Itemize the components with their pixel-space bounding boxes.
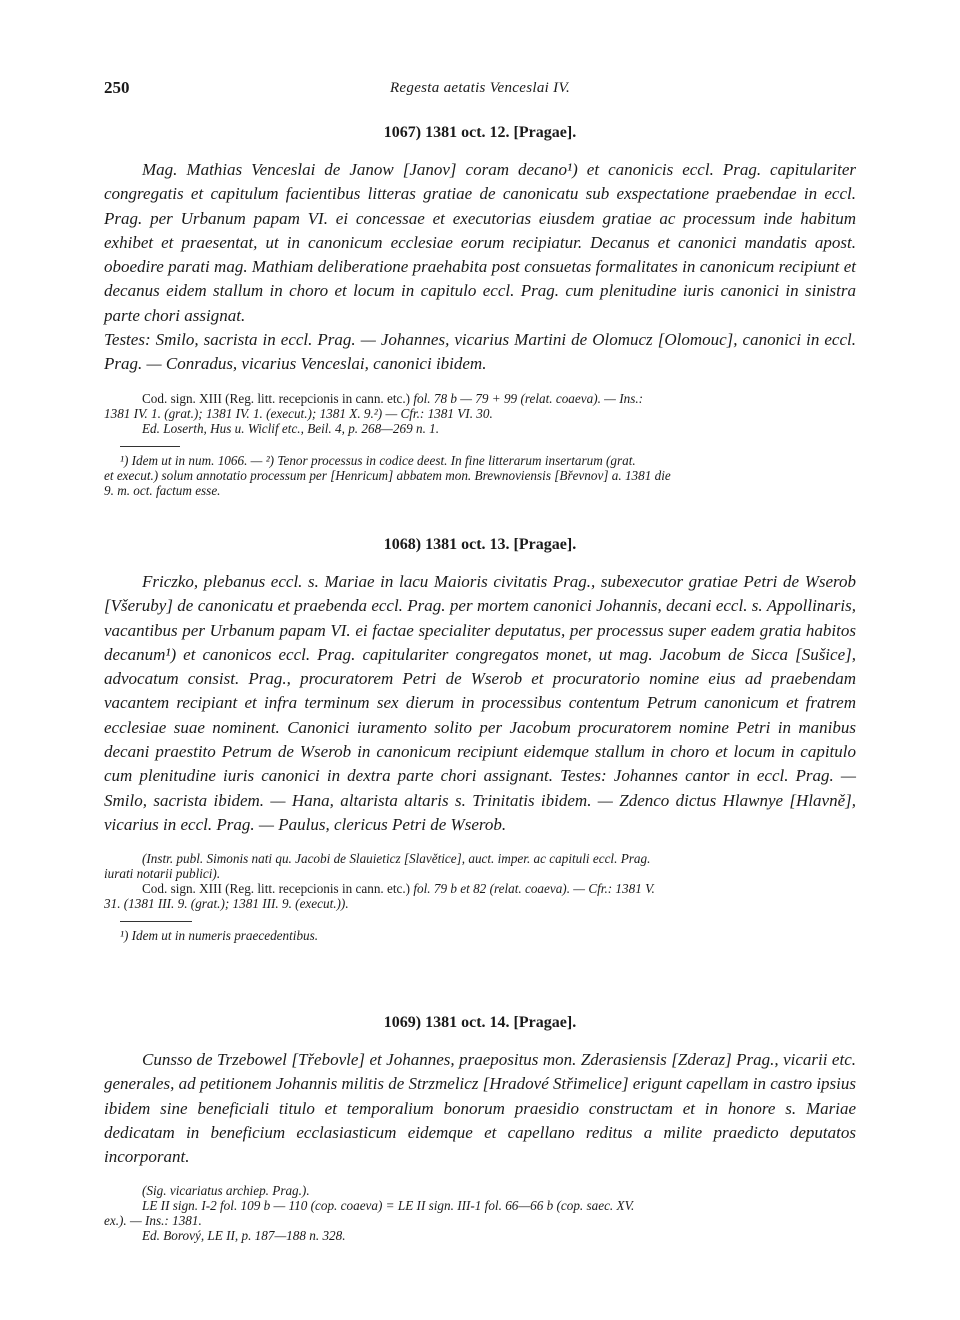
source-line: Cod. sign. XIII (Reg. litt. recepcionis in cann. etc.) fol. 78 b — 79 + 99 (relat. coaeva). — Ins.: <box>142 390 644 406</box>
witness-list: Testes: Smilo, sacrista in eccl. Prag. — Johannes, vicarius Martini de Olomucz [Olomouc], canonici in eccl. Prag. — Conradus, vicarius Venceslai, canonici ibidem. <box>104 330 856 374</box>
source-line: Ed. Borový, LE II, p. 187—188 n. 328. <box>142 1228 346 1244</box>
entry-body <box>104 158 856 377</box>
footnote-line: 9. m. oct. factum esse. <box>104 482 221 498</box>
footnote-rule <box>120 446 180 447</box>
footnote-rule <box>120 921 192 922</box>
entry-heading: 1068) 1381 oct. 13. [Pragae]. <box>383 536 577 553</box>
page-number: 250 <box>104 78 130 97</box>
entry-heading: 1069) 1381 oct. 14. [Pragae]. <box>383 1014 577 1031</box>
footnotes <box>104 453 856 498</box>
entry-heading: 1067) 1381 oct. 12. [Pragae]. <box>383 124 577 141</box>
source-notes <box>104 1183 856 1243</box>
entry-1068 <box>104 536 856 943</box>
source-line: iurati notarii publici). <box>104 866 221 882</box>
source-line: Ed. Loserth, Hus u. Wiclif etc., Beil. 4, p. 268—269 n. 1. <box>142 420 440 436</box>
footnote-line: ¹) Idem ut in numeris praecedentibus. <box>120 928 319 944</box>
running-title: Regesta aetatis Venceslai IV. <box>389 80 571 96</box>
source-line: Cod. sign. XIII (Reg. litt. recepcionis in cann. etc.) fol. 79 b et 82 (relat. coaeva). — Cfr.: 1381 V. <box>142 881 655 897</box>
footnote-line: ¹) Idem ut in num. 1066. — ²) Tenor processus in codice deest. In fine litterarum insertarum (grat. <box>120 452 636 468</box>
source-line: 31. (1381 III. 9. (grat.); 1381 III. 9. (execut.)). <box>104 896 349 912</box>
source-line: ex.). — Ins.: 1381. <box>104 1213 202 1229</box>
source-notes <box>104 391 856 436</box>
source-line: (Instr. publ. Simonis nati qu. Jacobi de Slauieticz [Slavětice], auct. imper. ac capituli eccl. Prag. <box>142 851 651 867</box>
entry-1067 <box>104 124 856 498</box>
source-line: (Sig. vicariatus archiep. Prag.). <box>142 1183 310 1199</box>
entry-1069 <box>104 1014 856 1243</box>
entry-body <box>104 570 856 837</box>
regest-text: Friczko, plebanus eccl. s. Mariae in lacu Maioris civitatis Prag., subexecutor gratiae Petri de Wserob [Všeruby] de canonicatu et praebenda eccl. Prag. per mortem canonici Johannis, decani eccl. s. Appollinaris, vacantibus per Urbanum papam VI. ei factae specialiter deputatus, per processus super eadem gratia habitos decanum¹) et canonicos eccl. Prag. capitulariter congregatos monet, ut mag. Jacobum de Sicca [Sušice], advocatum consist. Prag., procuratorem Petri de Wserob et procuratorio nomine eius ad praebendam vacantem recipiant et infra terminum sex dierum in processibus contentum Petrum canonicum et fratrem ecclesiae suae nominent. Canonici iuramento solito per Jacobum procuratorem nomine Petri in manibus decani praestito Petrum de Wserob in canonicum recipiunt eidemque stallum in choro et locum in capitulo cum plenitudine iuris canonici in dextra parte chori assignant. Testes: Johannes cantor in eccl. Prag. — Smilo, sacrista ibidem. — Hana, altarista altaris s. Trinitatis ibidem. — Zdenco dictus Hlawnye [Hlavně], vicarius in eccl. Prag. — Paulus, clericus Petri de Wserob. <box>104 572 856 834</box>
source-line: LE II sign. I-2 fol. 109 b — 110 (cop. coaeva) = LE II sign. III-1 fol. 66—66 b (cop. saec. XV. <box>142 1198 635 1214</box>
regest-text: Mag. Mathias Venceslai de Janow [Janov] coram decano¹) et canonicis eccl. Prag. capitulariter congregatis et capitulum facientibus litteras gratiae de canonicatu sub exspectatione praebendae in eccl. Prag. per Urbanum papam VI. ei concessae et executorias eiusdem gratiae ac processum inde habitum exhibet et praesentat, ut in canonicum ecclesiae eorum recipiatur. Decanus et canonici mandatis apost. oboedire parati mag. Mathiam deliberatione praehabita post consuetas formalitates in canonicum recipiunt et decanus eidem stallum in choro et locum in capitulo eccl. Prag. cum plenitudine iuris canonici in sinistra parte chori assignat. <box>104 160 856 325</box>
footnotes <box>104 928 856 943</box>
source-line: 1381 IV. 1. (grat.); 1381 IV. 1. (execut.); 1381 X. 9.²) — Cfr.: 1381 VI. 30. <box>104 405 493 421</box>
source-notes <box>104 851 856 911</box>
regest-text: Cunsso de Trzebowel [Třebovle] et Johannes, praepositus mon. Zderasiensis [Zderaz] Prag., vicarii etc. generales, ad petitionem Johannis militis de Strzmelicz [Hradové Střimelice] erigunt capellam in castro ipsius ibidem sine beneficiali titulo et temporalium bonorum praesidio constructam et in honore s. Mariae dedicatam in beneficium ecclasiasticum eidemque et capellano reditus a milite praedicto deputatos incorporant. <box>104 1050 857 1167</box>
footnote-line: et execut.) solum annotatio processum per [Henricum] abbatem mon. Brewnoviensis [Břevnov] a. 1381 die <box>104 467 671 483</box>
entry-body <box>104 1048 856 1169</box>
